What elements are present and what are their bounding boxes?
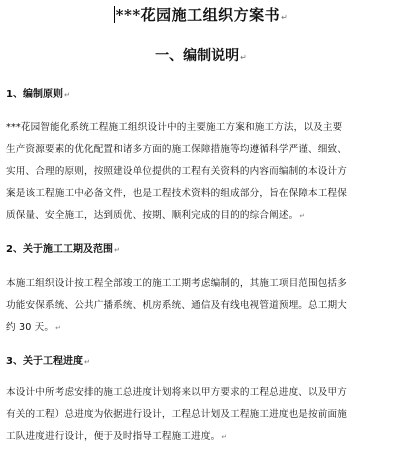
paragraph-line: [6, 426, 398, 448]
heading-1-text: 1、编制原则: [6, 89, 63, 100]
paragraph-line: 功能安保系统、公共广播系统、机房系统、通信及有线电视管道预埋。总工期大: [6, 300, 348, 311]
paragraph-line: 本设计中所考虑安排的施工总进度计划将来以甲方要求的工程总进度、以及甲方: [6, 387, 348, 398]
paragraph-mark-icon: ↵: [83, 358, 90, 366]
paragraph-1: [6, 117, 398, 227]
paragraph-line-text: 质保量、安全施工，达到质优、按期、顺利完成的目的的综合阐述。: [6, 210, 299, 221]
paragraph-line: 实用、合理的原则，按照建设单位提供的工程有关资料的内容而编制的本设计方: [6, 166, 348, 177]
paragraph-mark-icon: ↵: [63, 91, 70, 99]
paragraph-mark-icon: ↵: [221, 433, 228, 441]
paragraph-line: 案是该工程施工中必备文件，也是工程技术资料的组成部分，旨在保障本工程保: [6, 188, 348, 199]
heading-2: [6, 243, 120, 257]
paragraph-mark-icon: ↵: [281, 13, 289, 22]
heading-2-text: 2、关于施工工期及范围: [6, 244, 113, 255]
paragraph-line: ***花园智能化系统工程施工组织设计中的主要施工方案和施工方法，以及主要: [6, 122, 343, 133]
paragraph-line: [6, 317, 398, 339]
document-title: [0, 4, 402, 29]
paragraph-line-text: 工队进度进行设计，便于及时指导工程施工进度。: [6, 431, 221, 442]
document-title-text: ***花园施工组织方案书: [115, 6, 281, 24]
paragraph-line: 本施工组织设计按工程全部竣工的施工工期考虑编制的，其施工项目范围包括多: [6, 278, 348, 289]
paragraph-line: [6, 205, 398, 227]
paragraph-line: 有关的工程）总进度为依据进行设计，工程总计划及工程施工进度也是按前面施: [6, 409, 348, 420]
paragraph-mark-icon: ↵: [299, 212, 306, 220]
paragraph-line: 生产资源要素的优化配置和诸多方面的施工保障措施等均遵循科学严谨、细致、: [6, 144, 348, 155]
heading-3: [6, 355, 90, 369]
paragraph-2: [6, 273, 398, 339]
paragraph-mark-icon: ↵: [113, 246, 120, 254]
section-title-text: 一、编制说明: [155, 48, 240, 64]
paragraph-line-text: 约 30 天。: [6, 322, 55, 333]
paragraph-3: [6, 382, 398, 448]
text-cursor: [114, 6, 115, 23]
paragraph-mark-icon: ↵: [55, 324, 62, 332]
heading-1: [6, 88, 70, 102]
heading-3-text: 3、关于工程进度: [6, 356, 83, 367]
paragraph-mark-icon: ↵: [240, 53, 247, 62]
section-title: [0, 46, 402, 68]
